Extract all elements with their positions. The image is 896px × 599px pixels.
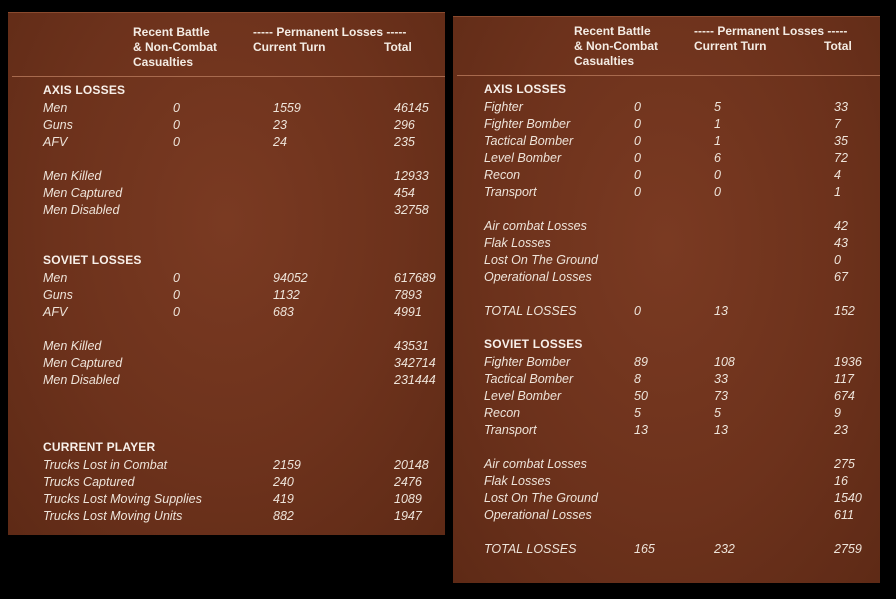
value-recent: 13 (634, 423, 648, 437)
value-total: 23 (834, 423, 848, 437)
value-recent: 0 (173, 288, 180, 302)
value-recent: 0 (634, 304, 641, 318)
value-current: 882 (273, 509, 294, 523)
row-label: Men Killed (43, 339, 102, 353)
soviet-aircraft-row (453, 406, 880, 423)
value-total: 67 (834, 270, 848, 284)
value-current: 240 (273, 475, 294, 489)
soviet-aircraft-row (453, 355, 880, 372)
value-total: 0 (834, 253, 841, 267)
value-current: 33 (714, 372, 728, 386)
value-total: 72 (834, 151, 848, 165)
soviet-men-detail-row (8, 373, 445, 390)
value-current: 5 (714, 406, 721, 420)
value-current: 419 (273, 492, 294, 506)
row-label: Fighter (484, 100, 523, 114)
soviet-loss-type-row (453, 491, 880, 508)
row-label: Level Bomber (484, 151, 562, 165)
axis-aircraft-row (453, 168, 880, 185)
value-total: 235 (394, 135, 415, 149)
axis-men-detail-row (8, 186, 445, 203)
value-current: 1 (714, 117, 721, 131)
header-divider (12, 76, 445, 77)
value-recent: 0 (634, 134, 641, 148)
value-total: 617689 (394, 271, 436, 285)
truck-loss-row (8, 509, 445, 526)
value-recent: 0 (634, 151, 641, 165)
value-total: 674 (834, 389, 855, 403)
value-current: 2159 (273, 458, 301, 472)
value-total: 611 (834, 508, 854, 522)
truck-loss-row (8, 492, 445, 509)
value-total: 1947 (394, 509, 422, 523)
row-label: Transport (484, 423, 537, 437)
value-total: 342714 (394, 356, 436, 370)
value-recent: 8 (634, 372, 641, 386)
row-label: Flak Losses (484, 474, 551, 488)
row-label: Operational Losses (484, 270, 592, 284)
soviet-aircraft-row (453, 423, 880, 440)
row-label: TOTAL LOSSES (484, 304, 577, 318)
row-label: Fighter Bomber (484, 355, 571, 369)
value-total: 42 (834, 219, 848, 233)
value-recent: 0 (173, 118, 180, 132)
soviet-aircraft-row (453, 372, 880, 389)
axis-men-detail-row (8, 203, 445, 220)
value-total: 2476 (394, 475, 422, 489)
value-total: 16 (834, 474, 848, 488)
value-total: 43 (834, 236, 848, 250)
row-label: Men Captured (43, 356, 123, 370)
row-label: Flak Losses (484, 236, 551, 250)
value-total: 152 (834, 304, 855, 318)
current-turn-header: Current Turn (694, 39, 767, 53)
ground-losses-panel (8, 12, 445, 535)
row-label: Men (43, 101, 68, 115)
value-total: 231444 (394, 373, 436, 387)
axis-men-detail-row (8, 169, 445, 186)
value-total: 33 (834, 100, 848, 114)
row-label: Transport (484, 185, 537, 199)
value-recent: 50 (634, 389, 648, 403)
permanent-losses-header: ----- Permanent Losses ----- (694, 24, 848, 38)
header-divider (457, 75, 880, 76)
row-label: TOTAL LOSSES (484, 542, 577, 556)
axis-ground-row (8, 101, 445, 118)
value-total: 43531 (394, 339, 429, 353)
value-total: 9 (834, 406, 841, 420)
row-label: Men Disabled (43, 203, 120, 217)
value-total: 1 (834, 185, 841, 199)
value-total: 4991 (394, 305, 422, 319)
value-total: 4 (834, 168, 841, 182)
value-current: 23 (273, 118, 287, 132)
soviet-ground-row (8, 305, 445, 322)
soviet-ground-row (8, 288, 445, 305)
row-label: Air combat Losses (484, 219, 587, 233)
row-label: Operational Losses (484, 508, 592, 522)
row-label: Guns (43, 288, 73, 302)
soviet-losses-title: SOVIET LOSSES (484, 337, 583, 351)
axis-aircraft-row (453, 185, 880, 202)
value-recent: 165 (634, 542, 655, 556)
axis-losses-title: AXIS LOSSES (484, 82, 567, 96)
row-label: Trucks Captured (43, 475, 135, 489)
value-total: 296 (394, 118, 415, 132)
axis-loss-type-row (453, 270, 880, 287)
axis-aircraft-row (453, 117, 880, 134)
value-total: 454 (394, 186, 415, 200)
row-label: Fighter Bomber (484, 117, 571, 131)
row-label: Tactical Bomber (484, 134, 574, 148)
value-current: 13 (714, 423, 728, 437)
value-recent: 0 (634, 100, 641, 114)
row-label: Air combat Losses (484, 457, 587, 471)
value-current: 94052 (273, 271, 308, 285)
value-current: 6 (714, 151, 721, 165)
soviet-aircraft-row (453, 389, 880, 406)
value-total: 20148 (394, 458, 429, 472)
value-current: 232 (714, 542, 735, 556)
axis-ground-row (8, 118, 445, 135)
value-current: 0 (714, 185, 721, 199)
truck-loss-row (8, 475, 445, 492)
value-total: 7893 (394, 288, 422, 302)
value-recent: 5 (634, 406, 641, 420)
current-turn-header: Current Turn (253, 40, 326, 54)
row-label: Men Disabled (43, 373, 120, 387)
value-total: 7 (834, 117, 841, 131)
value-current: 1132 (273, 288, 300, 302)
axis-losses-title: AXIS LOSSES (43, 83, 126, 97)
header-line: Recent Battle (574, 24, 651, 38)
value-total: 117 (834, 372, 854, 386)
row-label: Trucks Lost in Combat (43, 458, 168, 472)
total-header: Total (824, 39, 852, 53)
value-recent: 0 (634, 117, 641, 131)
axis-loss-type-row (453, 236, 880, 253)
row-label: Guns (43, 118, 73, 132)
row-label: Trucks Lost Moving Units (43, 509, 183, 523)
value-current: 108 (714, 355, 735, 369)
value-current: 24 (273, 135, 287, 149)
axis-loss-type-row (453, 253, 880, 270)
value-total: 32758 (394, 203, 429, 217)
soviet-loss-type-row (453, 474, 880, 491)
header-line: Casualties (574, 54, 635, 68)
axis-aircraft-row (453, 151, 880, 168)
row-label: AFV (43, 135, 68, 149)
row-label: Tactical Bomber (484, 372, 574, 386)
truck-loss-row (8, 458, 445, 475)
axis-ground-row (8, 135, 445, 152)
row-label: Recon (484, 168, 521, 182)
value-current: 683 (273, 305, 294, 319)
value-current: 5 (714, 100, 721, 114)
value-recent: 0 (173, 135, 180, 149)
value-recent: 0 (173, 271, 180, 285)
value-total: 1936 (834, 355, 862, 369)
row-label: Men Captured (43, 186, 123, 200)
total-header: Total (384, 40, 412, 54)
soviet-losses-title: SOVIET LOSSES (43, 253, 142, 267)
value-total: 35 (834, 134, 848, 148)
header-line: & Non-Combat (574, 39, 658, 53)
soviet-loss-type-row (453, 508, 880, 525)
row-label: Lost On The Ground (484, 491, 598, 505)
row-label: Men (43, 271, 68, 285)
value-recent: 0 (173, 101, 180, 115)
value-recent: 0 (634, 168, 641, 182)
axis-total-losses-row (453, 304, 880, 321)
value-recent: 0 (634, 185, 641, 199)
soviet-loss-type-row (453, 457, 880, 474)
soviet-men-detail-row (8, 356, 445, 373)
header-line: Recent Battle (133, 25, 210, 39)
row-label: Level Bomber (484, 389, 562, 403)
value-total: 275 (834, 457, 855, 471)
soviet-men-detail-row (8, 339, 445, 356)
row-label: Men Killed (43, 169, 102, 183)
value-current: 0 (714, 168, 721, 182)
axis-loss-type-row (453, 219, 880, 236)
permanent-losses-header: ----- Permanent Losses ----- (253, 25, 407, 39)
value-total: 1089 (394, 492, 422, 506)
soviet-ground-row (8, 271, 445, 288)
value-current: 13 (714, 304, 728, 318)
value-total: 12933 (394, 169, 429, 183)
value-total: 2759 (834, 542, 862, 556)
soviet-total-losses-row (453, 542, 880, 559)
value-recent: 0 (173, 305, 180, 319)
value-recent: 89 (634, 355, 648, 369)
air-losses-panel (453, 16, 880, 583)
value-current: 73 (714, 389, 728, 403)
current-player-title: CURRENT PLAYER (43, 440, 156, 454)
axis-aircraft-row (453, 134, 880, 151)
value-current: 1 (714, 134, 721, 148)
value-total: 46145 (394, 101, 429, 115)
axis-aircraft-row (453, 100, 880, 117)
value-total: 1540 (834, 491, 862, 505)
value-current: 1559 (273, 101, 301, 115)
row-label: AFV (43, 305, 68, 319)
row-label: Lost On The Ground (484, 253, 598, 267)
header-line: & Non-Combat (133, 40, 217, 54)
row-label: Recon (484, 406, 521, 420)
header-line: Casualties (133, 55, 194, 69)
recent-casualties-header (133, 25, 217, 70)
row-label: Trucks Lost Moving Supplies (43, 492, 202, 506)
recent-casualties-header (574, 24, 658, 69)
